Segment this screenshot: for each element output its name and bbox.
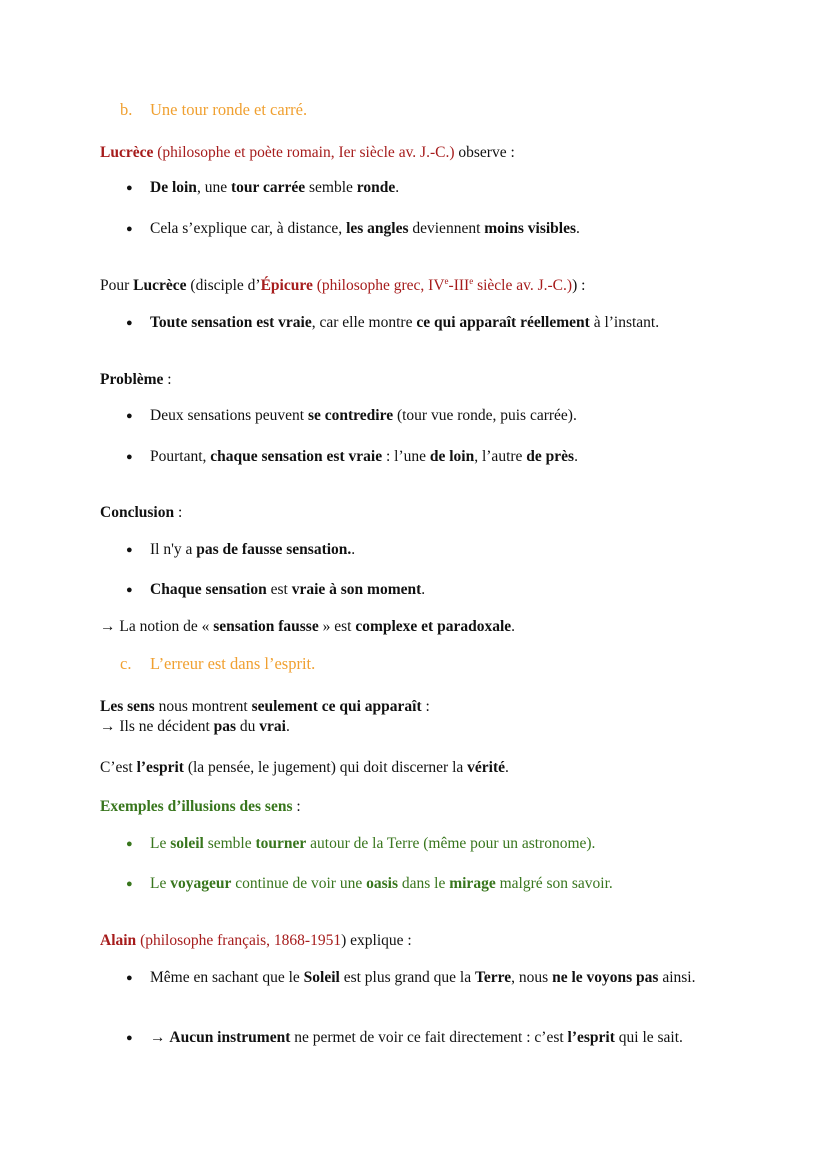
text-segment: . [511, 618, 516, 635]
text-segment: soleil [170, 835, 204, 852]
text-segment: vraie à son moment [291, 581, 422, 598]
alain-intro [100, 931, 740, 951]
bullet-chaque-sensation [126, 580, 740, 600]
text-segment: observe : [454, 144, 515, 161]
bullet-icon: ● [126, 1032, 133, 1044]
text-segment: tour carrée [230, 179, 306, 196]
pour-lucrece [100, 276, 740, 296]
text-segment: . [285, 718, 290, 735]
notion-fausse [100, 617, 740, 637]
text-segment: ) : [572, 277, 586, 294]
text-segment: » est [318, 618, 356, 635]
bullet-icon: ● [126, 410, 133, 422]
text-segment: : l’une [382, 448, 430, 465]
text-segment: e [469, 275, 474, 286]
bullet-icon: ● [126, 182, 133, 194]
probleme-label [100, 370, 740, 390]
text-segment: C’est [100, 759, 137, 776]
text-segment: Pour [100, 277, 134, 294]
text-segment: → [150, 1029, 170, 1046]
text-segment: L’erreur est dans l’esprit. [150, 654, 316, 673]
text-segment: Aucun instrument [169, 1029, 291, 1046]
text-segment: → Ils ne décident [100, 718, 214, 735]
text-segment: e [444, 275, 449, 286]
bullet-icon: ● [126, 544, 133, 556]
text-segment: ce qui apparaît réellement [416, 314, 590, 331]
lucrece-intro [100, 143, 740, 163]
bullet-de-loin [126, 178, 740, 198]
text-segment: pas de fausse sensation. [196, 541, 352, 558]
text-segment: (philosophe français, 1868-1951 [136, 932, 342, 949]
bullet-sensation-vraie [126, 313, 740, 333]
heading-b [120, 100, 760, 120]
text-segment: Il n'y a [150, 541, 197, 558]
text-segment: de loin [429, 448, 475, 465]
text-segment: autour de la Terre (même pour un astronome). [306, 835, 596, 852]
text-segment: continue de voir une [231, 875, 367, 892]
text-segment: l’esprit [136, 759, 184, 776]
text-segment: Même en sachant que le [150, 969, 304, 986]
text-segment: Épicure [260, 277, 313, 294]
text-segment: vrai [259, 718, 286, 735]
text-segment: à l’instant. [589, 314, 660, 331]
bullet-icon: ● [126, 584, 133, 596]
text-segment: seulement ce qui apparaît [251, 698, 422, 715]
text-segment: deviennent [408, 220, 485, 237]
text-segment: (philosophe et poète romain, Ier siècle av. J.-C.) [153, 144, 455, 161]
les-sens [100, 697, 740, 737]
text-segment: -III [448, 277, 470, 294]
text-segment: (disciple d’ [186, 277, 261, 294]
bullet-icon: ● [126, 223, 133, 235]
text-segment: ne permet de voir ce fait directement : c’est [290, 1029, 568, 1046]
heading-marker: b. [120, 100, 133, 119]
text-segment: chaque sensation est vraie [210, 448, 383, 465]
text-segment: complexe et paradoxale [355, 618, 512, 635]
text-segment: , une [196, 179, 231, 196]
text-segment: Exemples d’illusions des sens [100, 798, 293, 815]
text-segment: malgré son savoir. [495, 875, 613, 892]
bullet-icon: ● [126, 317, 133, 329]
text-segment: ainsi. [658, 969, 696, 986]
text-segment: Lucrèce [100, 144, 154, 161]
bullet-voyageur [126, 874, 740, 894]
text-segment: Pourtant, [150, 448, 211, 465]
text-segment: Une tour ronde et carré. [150, 100, 308, 119]
text-segment: : [174, 504, 183, 521]
text-segment: , car elle montre [311, 314, 417, 331]
text-segment: se contredire [307, 407, 394, 424]
text-segment: nous montrent [154, 698, 252, 715]
text-segment: ne le voyons pas [552, 969, 659, 986]
bullet-angles [126, 219, 740, 239]
bullet-contredire [126, 406, 740, 426]
heading-marker: c. [120, 654, 132, 673]
text-segment: . [505, 759, 509, 776]
bullet-meme-en-sachant [126, 968, 740, 988]
text-segment: ronde [356, 179, 396, 196]
text-segment: (philosophe grec, IV [312, 277, 445, 294]
text-segment: est plus grand que la [339, 969, 475, 986]
text-segment: : [421, 698, 430, 715]
bullet-pourtant [126, 447, 740, 467]
text-segment: voyageur [170, 875, 232, 892]
text-segment: : [292, 798, 301, 815]
text-segment: Le [150, 875, 171, 892]
text-segment: Deux sensations peuvent [150, 407, 308, 424]
text-segment: moins visibles [484, 220, 576, 237]
text-segment: Problème [100, 371, 164, 388]
text-segment: , nous [511, 969, 553, 986]
text-segment: Terre [475, 969, 512, 986]
bullet-icon: ● [126, 451, 133, 463]
text-segment: Lucrèce [133, 277, 187, 294]
text-segment: (la pensée, le jugement) qui doit discerner la [183, 759, 468, 776]
text-segment: Le [150, 835, 171, 852]
text-segment: du [236, 718, 260, 735]
text-segment: siècle av. J.-C.) [473, 277, 573, 294]
text-segment: sensation fausse [213, 618, 319, 635]
text-segment: oasis [366, 875, 398, 892]
text-segment: . [351, 541, 356, 558]
text-segment: Soleil [303, 969, 340, 986]
bullet-icon: ● [126, 972, 133, 984]
esprit-verite [100, 758, 740, 778]
text-segment: dans le [397, 875, 450, 892]
text-segment: . [574, 448, 578, 465]
bullet-icon: ● [126, 878, 133, 890]
text-segment: les angles [346, 220, 409, 237]
bullet-pas-fausse [126, 540, 740, 560]
bullet-aucun-instrument [126, 1028, 740, 1048]
text-segment: . [576, 220, 580, 237]
text-segment: vérité [467, 759, 506, 776]
text-segment: (tour vue ronde, puis carrée). [393, 407, 577, 424]
text-segment: Les sens [100, 698, 155, 715]
text-segment: → La notion de « [100, 618, 214, 635]
text-segment: . [421, 581, 426, 598]
text-segment: : [163, 371, 172, 388]
text-segment: Conclusion [100, 504, 175, 521]
text-segment: l’esprit [567, 1029, 615, 1046]
text-segment: De loin [150, 179, 197, 196]
text-segment: est [266, 581, 292, 598]
text-segment: de près [526, 448, 575, 465]
text-segment: tourner [255, 835, 307, 852]
bullet-soleil [126, 834, 740, 854]
text-segment: Toute sensation est vraie [150, 314, 312, 331]
text-segment: ) explique : [341, 932, 412, 949]
bullet-icon: ● [126, 838, 133, 850]
text-segment: mirage [449, 875, 496, 892]
text-segment: pas [213, 718, 237, 735]
text-segment: semble [305, 179, 357, 196]
text-segment: . [395, 179, 400, 196]
text-segment: semble [203, 835, 256, 852]
text-segment: Alain [100, 932, 137, 949]
text-segment: , l’autre [474, 448, 527, 465]
conclusion-label [100, 503, 740, 523]
exemples-label [100, 797, 740, 817]
text-segment: Cela s’explique car, à distance, [150, 220, 347, 237]
text-segment: Chaque sensation [150, 581, 267, 598]
text-segment: qui le sait. [614, 1029, 683, 1046]
heading-c [120, 654, 760, 674]
